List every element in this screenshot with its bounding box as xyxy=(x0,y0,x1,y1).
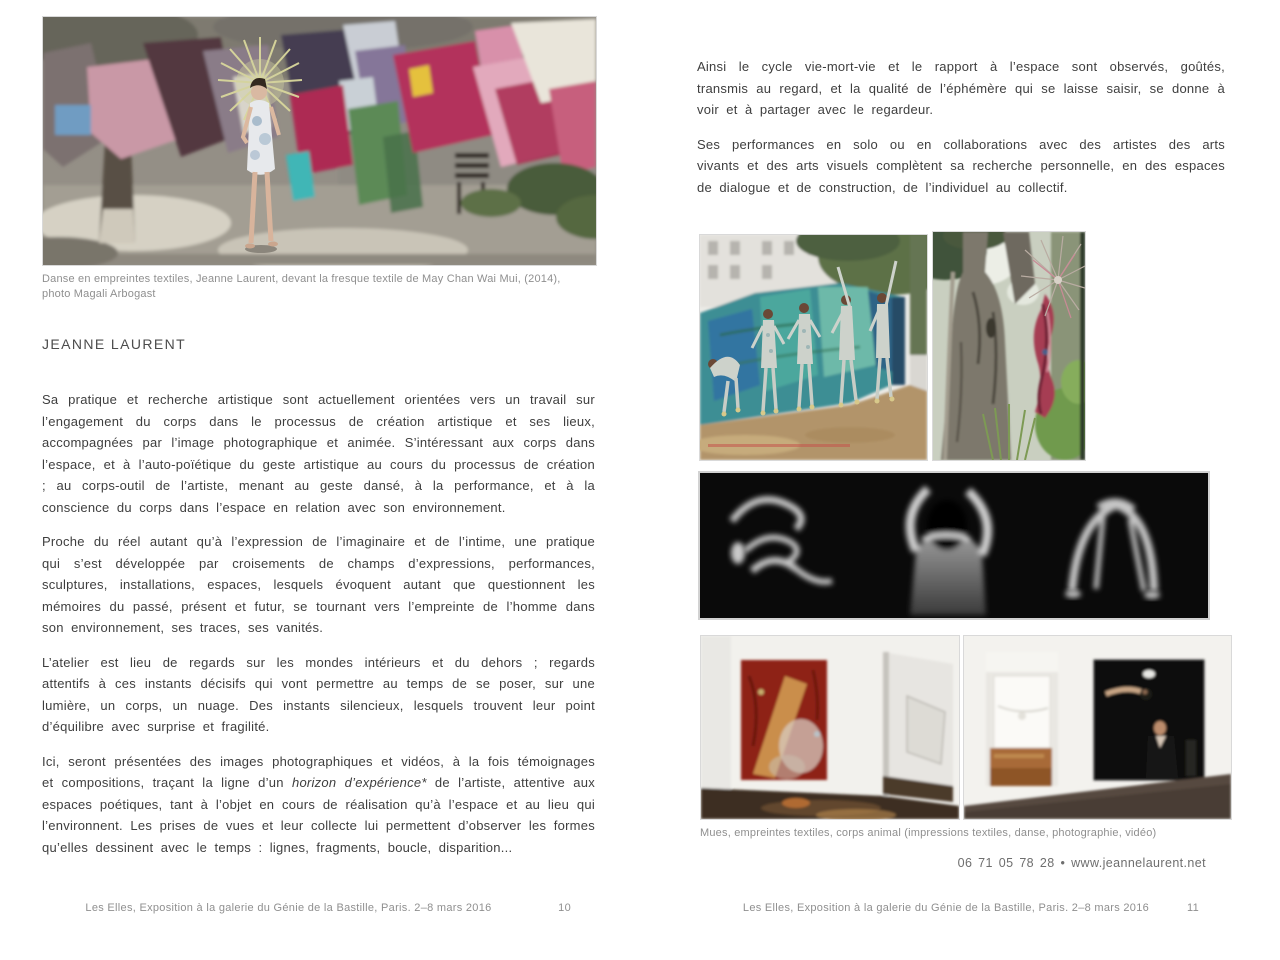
page-number: 10 xyxy=(558,902,571,914)
bottom-photos-caption: Mues, empreintes textiles, corps animal (impressions textiles, danse, photographie, vidéo) xyxy=(700,827,1157,839)
photo-caption xyxy=(42,272,595,301)
paragraph-6: Ses performances en solo ou en collaborations avec des artistes des arts vivants et des arts visuels complètent sa recherche personnelle, en des espaces de dialogue et de construction, de l’individuel au collectif. xyxy=(697,136,1225,195)
page-11 xyxy=(697,0,1225,960)
paragraph-3: L’atelier est lieu de regards sur les mondes intérieurs et du dehors ; regards attentifs à ces instants décisifs qui vont permettre au temps de se poser, sur une lumière, un corps, un nuage. Des instants silencieux, lesquels trouvent leur point d’équilibre avec surprise et fragilité. xyxy=(42,654,595,734)
left-page-footer xyxy=(42,902,595,914)
artist-name-heading: JEANNE LAURENT xyxy=(42,336,187,352)
page-number: 11 xyxy=(1186,902,1199,914)
photo-gallery-black-artwork xyxy=(963,635,1232,820)
italic-horizon-dexperience: horizon d’expérience* xyxy=(291,775,427,790)
photo-gallery2-illustration xyxy=(964,636,1231,819)
photo-tree-textile xyxy=(932,231,1086,461)
photo-caption-line2: photo Magali Arbogast xyxy=(42,287,156,300)
photo-danse-empreintes-textiles xyxy=(42,16,597,266)
left-body-text xyxy=(42,389,595,858)
paragraph-2: Proche du réel autant qu’à l’expression de l’imaginaire et de l’intime, une pratique qui s’est développée par croisements de champs d’expressions, performances, sculptures, installations, espaces, lesquels évoquent autant que questionnent les mémoires du passé, présent et futur, se tournant vers l’empreinte de l’homme dans son environnement, ses traces, ses vanités. xyxy=(42,534,595,635)
right-body-text xyxy=(697,56,1225,198)
photo-danse-illustration xyxy=(43,17,596,265)
footer-text: Les Elles, Exposition à la galerie du Génie de la Bastille, Paris. 2–8 mars 2016 xyxy=(742,902,1150,914)
contact-line: 06 71 05 78 28 • www.jeannelaurent.net xyxy=(957,856,1206,870)
photo-gallery1-illustration xyxy=(701,636,959,819)
photo-gallery-red-artwork xyxy=(700,635,960,820)
photo-movement-triptych xyxy=(698,471,1210,620)
photo-tree-illustration xyxy=(933,232,1085,460)
photo-caption-line1: Danse en empreintes textiles, Jeanne Laurent, devant la fresque textile de May Chan Wai Mui, (2014), xyxy=(42,273,561,285)
page-10 xyxy=(42,0,595,960)
paragraph-4: Ici, seront présentées des images photographiques et vidéos, à la fois témoignages et compositions, traçant la ligne d’un horizon d’expérience* de l’artiste, attentive aux espaces poétiques, tant à l’objet en cours de réalisation qu’à l’espace et au lieu qui l’environnent. Les prises de vues et leur collecte lui permettent d’observer les formes qu’elles dessinent avec le temps : lignes, fragments, boucle, disparition... xyxy=(42,753,595,855)
photo-mural-dancers xyxy=(699,234,928,461)
paragraph-1: Sa pratique et recherche artistique sont actuellement orientées vers un travail sur l’engagement du corps dans le processus de création artistique et ses lieux, accompagnées par l’image photographique et animée. S’intéressant aux corps dans l’espace, et à l’auto-poïétique du geste artistique au cours du processus de création ; au corps-outil de l’artiste, menant au geste dansé, à la performance, et à la conscience du corps dans l’espace en relation avec son environnement. xyxy=(42,392,595,515)
right-page-footer xyxy=(697,902,1225,914)
photo-watermark-line xyxy=(708,444,850,447)
footer-text: Les Elles, Exposition à la galerie du Génie de la Bastille, Paris. 2–8 mars 2016 xyxy=(85,902,492,914)
paragraph-5: Ainsi le cycle vie-mort-vie et le rapport à l’espace sont observés, goûtés, transmis au regard, et la qualité de l’éphémère qui se laisse saisir, se donne à voir et à partager avec le regardeur. xyxy=(697,59,1225,117)
photo-mural-illustration xyxy=(700,235,927,460)
photo-movement-illustration xyxy=(700,473,1208,618)
